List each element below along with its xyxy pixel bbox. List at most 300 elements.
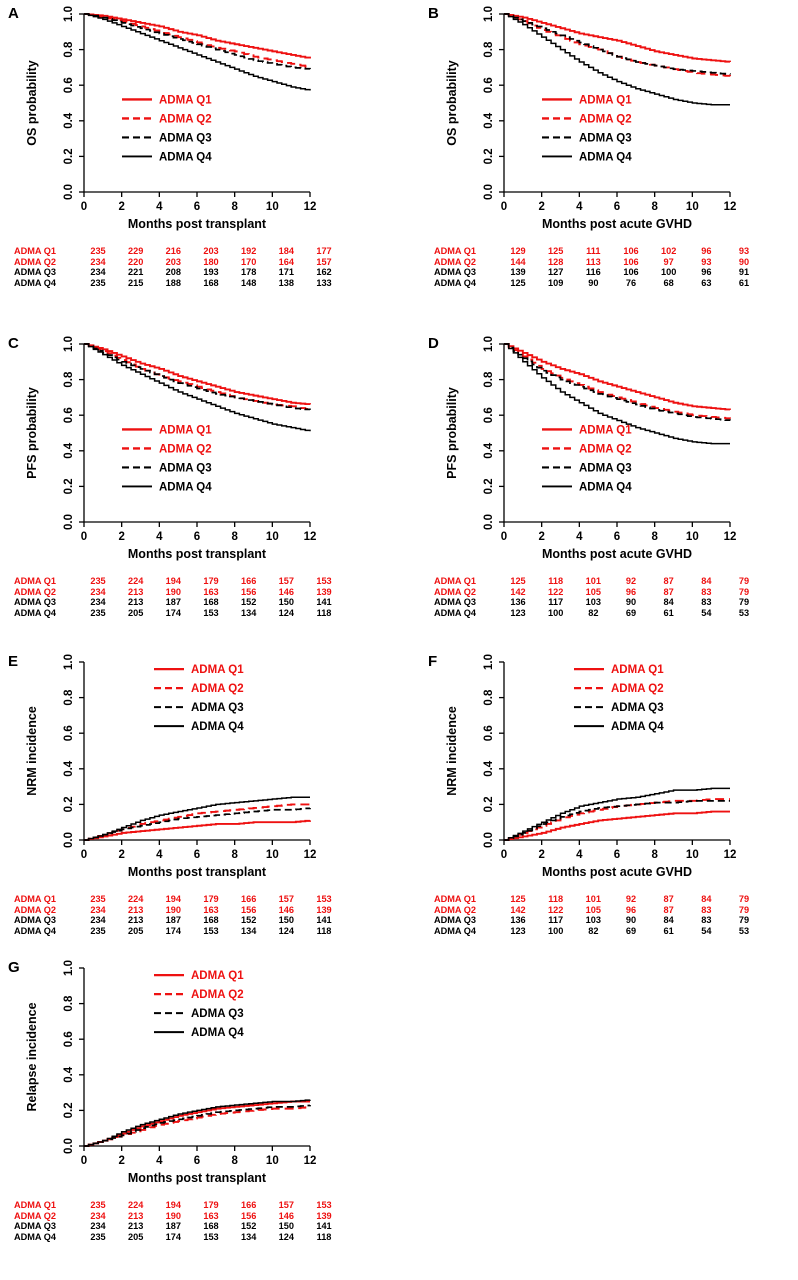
svg-text:1.0: 1.0 bbox=[483, 654, 495, 670]
plot-a bbox=[22, 4, 322, 234]
risk-value: 235 bbox=[90, 277, 106, 288]
risk-value: 187 bbox=[165, 1221, 181, 1231]
svg-text:2: 2 bbox=[538, 201, 545, 213]
svg-text:2: 2 bbox=[118, 849, 125, 861]
legend-label-4: ADMA Q4 bbox=[159, 151, 212, 164]
legend-label-3: ADMA Q3 bbox=[611, 702, 664, 715]
svg-text:0.2: 0.2 bbox=[63, 796, 75, 813]
risk-value: 216 bbox=[165, 246, 181, 256]
risk-value: 178 bbox=[240, 267, 257, 277]
risk-table-row bbox=[14, 904, 332, 916]
svg-text:6: 6 bbox=[193, 1155, 201, 1167]
svg-text:0.8: 0.8 bbox=[63, 41, 75, 58]
risk-value: 125 bbox=[510, 576, 526, 586]
risk-row-label: ADMA Q3 bbox=[434, 597, 477, 607]
legend-label-2: ADMA Q2 bbox=[611, 683, 664, 696]
risk-table-row bbox=[14, 597, 332, 608]
svg-text:12: 12 bbox=[723, 849, 737, 861]
risk-value: 188 bbox=[165, 277, 181, 288]
legend-label-1: ADMA Q1 bbox=[191, 970, 244, 983]
x-axis-label: Months post acute GVHD bbox=[541, 547, 693, 561]
risk-value: 90 bbox=[588, 277, 599, 288]
risk-table-row bbox=[434, 246, 750, 257]
risk-row-label: ADMA Q3 bbox=[434, 915, 477, 925]
svg-text:4: 4 bbox=[156, 531, 163, 543]
risk-value: 134 bbox=[240, 1231, 257, 1242]
svg-text:2: 2 bbox=[538, 849, 545, 861]
svg-text:6: 6 bbox=[613, 531, 621, 543]
svg-text:0.0: 0.0 bbox=[63, 184, 75, 200]
svg-text:0.6: 0.6 bbox=[63, 725, 75, 742]
risk-value: 179 bbox=[203, 894, 219, 904]
risk-value: 79 bbox=[738, 597, 750, 607]
risk-value: 105 bbox=[585, 904, 601, 915]
risk-value: 109 bbox=[547, 277, 564, 288]
legend-label-1: ADMA Q1 bbox=[611, 664, 664, 677]
risk-value: 174 bbox=[165, 1231, 181, 1242]
svg-text:12: 12 bbox=[303, 201, 317, 213]
risk-value: 91 bbox=[738, 267, 750, 277]
risk-row-label: ADMA Q4 bbox=[14, 277, 57, 288]
risk-row-label: ADMA Q1 bbox=[434, 576, 477, 586]
risk-value: 113 bbox=[585, 256, 601, 267]
risk-value: 142 bbox=[510, 904, 526, 915]
svg-text:12: 12 bbox=[303, 849, 317, 861]
x-axis-label: Months post acute GVHD bbox=[541, 217, 693, 231]
risk-row-label: ADMA Q1 bbox=[14, 1200, 57, 1210]
risk-value: 90 bbox=[625, 915, 637, 925]
risk-value: 203 bbox=[203, 246, 219, 256]
svg-text:0: 0 bbox=[80, 849, 88, 861]
risk-row-label: ADMA Q3 bbox=[14, 597, 57, 607]
risk-value: 83 bbox=[701, 915, 712, 925]
risk-value: 87 bbox=[663, 576, 674, 586]
svg-text:0: 0 bbox=[80, 1155, 88, 1167]
risk-row-label: ADMA Q1 bbox=[14, 246, 57, 256]
risk-value: 153 bbox=[203, 607, 219, 618]
risk-value: 153 bbox=[316, 576, 332, 586]
series-line-2 bbox=[84, 14, 310, 67]
svg-text:0.0: 0.0 bbox=[483, 832, 495, 848]
risk-table-row bbox=[14, 894, 332, 905]
risk-row-label: ADMA Q4 bbox=[14, 1231, 57, 1242]
svg-text:1.0: 1.0 bbox=[63, 960, 75, 976]
risk-value: 141 bbox=[316, 1221, 332, 1231]
plot-f bbox=[442, 652, 742, 882]
svg-text:12: 12 bbox=[723, 201, 737, 213]
risk-value: 118 bbox=[548, 894, 564, 904]
risk-value: 171 bbox=[278, 267, 294, 277]
risk-value: 163 bbox=[203, 1210, 219, 1221]
risk-value: 235 bbox=[90, 607, 106, 618]
risk-table-row bbox=[434, 267, 750, 278]
panel-letter: D bbox=[428, 335, 439, 352]
risk-table-row bbox=[434, 894, 750, 905]
risk-value: 164 bbox=[278, 256, 294, 267]
svg-text:10: 10 bbox=[265, 849, 279, 861]
risk-value: 144 bbox=[510, 256, 526, 267]
risk-value: 138 bbox=[278, 277, 294, 288]
risk-value: 61 bbox=[663, 925, 674, 936]
risk-row-label: ADMA Q2 bbox=[14, 904, 57, 915]
risk-value: 111 bbox=[586, 246, 601, 256]
legend-label-3: ADMA Q3 bbox=[191, 702, 244, 715]
svg-text:0.4: 0.4 bbox=[63, 760, 75, 777]
legend-label-3: ADMA Q3 bbox=[579, 462, 632, 475]
svg-text:1.0: 1.0 bbox=[63, 654, 75, 670]
svg-text:2: 2 bbox=[118, 531, 125, 543]
svg-text:0.6: 0.6 bbox=[483, 725, 495, 742]
risk-value: 213 bbox=[127, 586, 144, 597]
risk-row-label: ADMA Q4 bbox=[434, 607, 477, 618]
risk-value: 152 bbox=[240, 597, 257, 607]
risk-value: 156 bbox=[240, 1210, 257, 1221]
svg-text:8: 8 bbox=[231, 1155, 238, 1167]
risk-value: 105 bbox=[585, 586, 601, 597]
risk-value: 157 bbox=[278, 576, 294, 586]
svg-text:0.2: 0.2 bbox=[483, 478, 495, 495]
svg-text:1.0: 1.0 bbox=[63, 6, 75, 22]
risk-value: 84 bbox=[663, 597, 674, 607]
risk-value: 79 bbox=[738, 894, 750, 904]
risk-value: 79 bbox=[738, 904, 750, 915]
svg-text:0.6: 0.6 bbox=[63, 1031, 75, 1048]
risk-value: 92 bbox=[625, 894, 637, 904]
risk-value: 82 bbox=[588, 925, 599, 936]
risk-value: 184 bbox=[278, 246, 294, 256]
risk-table-row bbox=[14, 1221, 332, 1232]
svg-text:4: 4 bbox=[156, 1155, 163, 1167]
risk-value: 235 bbox=[90, 576, 106, 586]
svg-text:0.2: 0.2 bbox=[63, 1102, 75, 1119]
plot-b bbox=[442, 4, 742, 234]
svg-text:0.8: 0.8 bbox=[63, 689, 75, 706]
risk-value: 156 bbox=[240, 904, 257, 915]
risk-table-row bbox=[434, 915, 750, 926]
risk-table-row bbox=[14, 277, 332, 289]
risk-value: 194 bbox=[165, 576, 181, 586]
risk-value: 106 bbox=[623, 256, 639, 267]
risk-value: 190 bbox=[165, 586, 181, 597]
risk-value: 141 bbox=[316, 915, 332, 925]
risk-value: 87 bbox=[663, 894, 674, 904]
risk-value: 83 bbox=[701, 586, 712, 597]
risk-value: 190 bbox=[165, 1210, 181, 1221]
risk-table-row bbox=[14, 1231, 332, 1243]
svg-text:0.8: 0.8 bbox=[63, 995, 75, 1012]
legend-label-2: ADMA Q2 bbox=[191, 989, 244, 1002]
svg-text:0.0: 0.0 bbox=[483, 184, 495, 200]
risk-value: 97 bbox=[663, 256, 674, 267]
risk-row-label: ADMA Q1 bbox=[434, 894, 477, 904]
risk-value: 150 bbox=[278, 597, 294, 607]
risk-value: 83 bbox=[701, 597, 712, 607]
svg-text:0.0: 0.0 bbox=[63, 832, 75, 848]
svg-text:4: 4 bbox=[576, 201, 583, 213]
risk-row-label: ADMA Q2 bbox=[14, 1210, 57, 1221]
risk-value: 103 bbox=[585, 597, 601, 607]
legend-label-2: ADMA Q2 bbox=[579, 443, 632, 456]
risk-value: 83 bbox=[701, 904, 712, 915]
risk-value: 150 bbox=[278, 1221, 294, 1231]
risk-table-row bbox=[14, 256, 332, 268]
svg-text:0.8: 0.8 bbox=[483, 41, 495, 58]
risk-table bbox=[434, 246, 750, 288]
risk-value: 235 bbox=[90, 894, 106, 904]
risk-value: 139 bbox=[316, 904, 332, 915]
svg-text:4: 4 bbox=[156, 849, 163, 861]
risk-value: 213 bbox=[127, 1210, 144, 1221]
risk-value: 68 bbox=[663, 277, 674, 288]
risk-value: 235 bbox=[90, 925, 106, 936]
risk-value: 194 bbox=[165, 1200, 181, 1210]
risk-row-label: ADMA Q3 bbox=[434, 267, 477, 277]
risk-table-row bbox=[434, 256, 750, 268]
risk-row-label: ADMA Q3 bbox=[14, 1221, 57, 1231]
svg-text:0.6: 0.6 bbox=[483, 77, 495, 94]
svg-text:8: 8 bbox=[651, 531, 658, 543]
legend-label-1: ADMA Q1 bbox=[159, 94, 212, 107]
risk-value: 61 bbox=[738, 277, 750, 288]
svg-text:6: 6 bbox=[193, 849, 201, 861]
y-axis-label: NRM incidence bbox=[25, 706, 39, 796]
svg-text:8: 8 bbox=[231, 531, 238, 543]
svg-text:2: 2 bbox=[118, 201, 125, 213]
risk-row-label: ADMA Q4 bbox=[434, 277, 477, 288]
y-axis-label: PFS probability bbox=[445, 387, 459, 479]
risk-value: 117 bbox=[548, 597, 564, 607]
risk-value: 106 bbox=[623, 246, 639, 256]
legend-label-4: ADMA Q4 bbox=[579, 481, 632, 494]
series-line-3 bbox=[504, 14, 730, 75]
risk-value: 146 bbox=[278, 1210, 294, 1221]
risk-value: 139 bbox=[510, 267, 526, 277]
risk-value: 118 bbox=[316, 1231, 332, 1242]
risk-value: 148 bbox=[240, 277, 257, 288]
legend-label-3: ADMA Q3 bbox=[159, 132, 212, 145]
plot-c bbox=[22, 334, 322, 564]
risk-value: 101 bbox=[585, 894, 601, 904]
risk-value: 102 bbox=[660, 246, 677, 256]
svg-text:0: 0 bbox=[80, 201, 88, 213]
panel-letter: B bbox=[428, 5, 439, 22]
risk-table-row bbox=[434, 925, 750, 937]
risk-value: 174 bbox=[165, 925, 181, 936]
y-axis-label: OS probability bbox=[25, 60, 39, 146]
risk-value: 133 bbox=[316, 277, 332, 288]
risk-value: 125 bbox=[510, 894, 526, 904]
risk-value: 205 bbox=[127, 607, 144, 618]
risk-value: 213 bbox=[127, 1221, 144, 1231]
risk-table-row bbox=[14, 576, 332, 587]
svg-text:0.4: 0.4 bbox=[483, 112, 495, 129]
series-line-3 bbox=[504, 344, 730, 421]
risk-value: 100 bbox=[547, 925, 564, 936]
risk-value: 139 bbox=[316, 586, 332, 597]
risk-value: 134 bbox=[240, 925, 257, 936]
risk-table-row bbox=[14, 925, 332, 937]
risk-value: 157 bbox=[316, 256, 332, 267]
risk-value: 124 bbox=[278, 607, 294, 618]
svg-text:8: 8 bbox=[651, 849, 658, 861]
legend-label-3: ADMA Q3 bbox=[191, 1008, 244, 1021]
risk-value: 179 bbox=[203, 576, 219, 586]
legend-label-4: ADMA Q4 bbox=[191, 721, 244, 734]
risk-value: 125 bbox=[547, 246, 564, 256]
legend-label-4: ADMA Q4 bbox=[611, 721, 664, 734]
risk-value: 187 bbox=[165, 597, 181, 607]
risk-value: 96 bbox=[625, 904, 637, 915]
svg-text:12: 12 bbox=[303, 1155, 317, 1167]
risk-value: 224 bbox=[127, 1200, 144, 1210]
risk-value: 123 bbox=[510, 607, 526, 618]
risk-value: 229 bbox=[127, 246, 144, 256]
risk-value: 150 bbox=[278, 915, 294, 925]
risk-value: 163 bbox=[203, 586, 219, 597]
legend-label-3: ADMA Q3 bbox=[579, 132, 632, 145]
risk-value: 157 bbox=[278, 1200, 294, 1210]
risk-value: 116 bbox=[585, 267, 601, 277]
risk-value: 103 bbox=[585, 915, 601, 925]
risk-value: 163 bbox=[203, 904, 219, 915]
risk-value: 84 bbox=[701, 894, 712, 904]
risk-value: 203 bbox=[165, 256, 181, 267]
svg-text:10: 10 bbox=[265, 531, 279, 543]
risk-value: 139 bbox=[316, 1210, 332, 1221]
risk-value: 235 bbox=[90, 1231, 106, 1242]
svg-text:10: 10 bbox=[265, 201, 279, 213]
risk-table bbox=[14, 894, 332, 936]
svg-text:0.8: 0.8 bbox=[483, 371, 495, 388]
risk-value: 53 bbox=[738, 925, 750, 936]
risk-value: 234 bbox=[90, 597, 106, 607]
risk-value: 234 bbox=[90, 267, 106, 277]
risk-value: 122 bbox=[547, 904, 564, 915]
risk-table-row bbox=[434, 904, 750, 916]
svg-text:6: 6 bbox=[613, 201, 621, 213]
risk-value: 205 bbox=[127, 1231, 144, 1242]
svg-text:0.2: 0.2 bbox=[63, 478, 75, 495]
svg-text:2: 2 bbox=[118, 1155, 125, 1167]
risk-value: 156 bbox=[240, 586, 257, 597]
svg-text:0.4: 0.4 bbox=[63, 1066, 75, 1083]
panel-letter: F bbox=[428, 653, 438, 670]
legend-label-4: ADMA Q4 bbox=[191, 1027, 244, 1040]
risk-value: 224 bbox=[127, 576, 144, 586]
risk-value: 90 bbox=[625, 597, 637, 607]
legend-label-2: ADMA Q2 bbox=[159, 443, 212, 456]
risk-value: 152 bbox=[240, 1221, 257, 1231]
risk-value: 153 bbox=[316, 894, 332, 904]
plot-g bbox=[22, 958, 322, 1188]
risk-value: 157 bbox=[278, 894, 294, 904]
panel-letter: E bbox=[8, 653, 19, 670]
risk-table-row bbox=[14, 1200, 332, 1211]
risk-row-label: ADMA Q2 bbox=[14, 256, 57, 267]
risk-value: 123 bbox=[510, 925, 526, 936]
risk-table-row bbox=[434, 277, 750, 289]
svg-text:6: 6 bbox=[193, 201, 201, 213]
svg-text:0.4: 0.4 bbox=[63, 112, 75, 129]
legend-label-4: ADMA Q4 bbox=[579, 151, 632, 164]
risk-value: 234 bbox=[90, 586, 106, 597]
risk-value: 146 bbox=[278, 904, 294, 915]
svg-text:0.2: 0.2 bbox=[63, 148, 75, 165]
risk-value: 153 bbox=[203, 1231, 219, 1242]
svg-text:2: 2 bbox=[538, 531, 545, 543]
risk-table bbox=[14, 246, 332, 288]
risk-value: 192 bbox=[240, 246, 257, 256]
risk-value: 82 bbox=[588, 607, 599, 618]
svg-text:12: 12 bbox=[303, 531, 317, 543]
risk-value: 174 bbox=[165, 607, 181, 618]
risk-value: 235 bbox=[90, 1200, 106, 1210]
panel-letter: A bbox=[8, 5, 19, 22]
risk-value: 213 bbox=[127, 597, 144, 607]
x-axis-label: Months post transplant bbox=[127, 217, 267, 231]
risk-table bbox=[14, 576, 332, 618]
svg-text:10: 10 bbox=[685, 531, 699, 543]
risk-table-row bbox=[14, 246, 332, 257]
risk-value: 142 bbox=[510, 586, 526, 597]
risk-value: 61 bbox=[663, 607, 674, 618]
legend-label-3: ADMA Q3 bbox=[159, 462, 212, 475]
risk-table-row bbox=[434, 576, 750, 587]
risk-value: 93 bbox=[701, 256, 712, 267]
risk-value: 124 bbox=[278, 925, 294, 936]
risk-table bbox=[434, 894, 750, 936]
risk-value: 234 bbox=[90, 1210, 106, 1221]
svg-text:0.8: 0.8 bbox=[63, 371, 75, 388]
risk-value: 106 bbox=[623, 267, 639, 277]
risk-table-row bbox=[14, 607, 332, 619]
risk-value: 166 bbox=[240, 576, 257, 586]
svg-text:0: 0 bbox=[80, 531, 88, 543]
risk-value: 76 bbox=[625, 277, 637, 288]
risk-value: 208 bbox=[165, 267, 181, 277]
svg-text:0.8: 0.8 bbox=[483, 689, 495, 706]
risk-value: 79 bbox=[738, 576, 750, 586]
risk-value: 190 bbox=[165, 904, 181, 915]
risk-value: 87 bbox=[663, 586, 674, 597]
risk-value: 87 bbox=[663, 904, 674, 915]
risk-value: 79 bbox=[738, 915, 750, 925]
svg-text:10: 10 bbox=[265, 1155, 279, 1167]
risk-row-label: ADMA Q4 bbox=[14, 925, 57, 936]
risk-value: 100 bbox=[660, 267, 677, 277]
risk-table-row bbox=[434, 607, 750, 619]
svg-text:0.6: 0.6 bbox=[63, 407, 75, 424]
risk-value: 54 bbox=[701, 607, 712, 618]
series-line-1 bbox=[504, 14, 730, 62]
risk-table bbox=[434, 576, 750, 618]
risk-value: 179 bbox=[203, 1200, 219, 1210]
plot-d bbox=[442, 334, 742, 564]
svg-text:0.0: 0.0 bbox=[63, 1138, 75, 1154]
svg-text:0: 0 bbox=[500, 849, 508, 861]
risk-value: 234 bbox=[90, 1221, 106, 1231]
risk-value: 136 bbox=[510, 597, 526, 607]
risk-value: 93 bbox=[738, 246, 750, 256]
svg-text:0.2: 0.2 bbox=[483, 148, 495, 165]
risk-value: 69 bbox=[625, 607, 637, 618]
risk-row-label: ADMA Q1 bbox=[434, 246, 477, 256]
risk-table bbox=[14, 1200, 332, 1242]
svg-text:8: 8 bbox=[651, 201, 658, 213]
risk-value: 168 bbox=[203, 597, 219, 607]
risk-value: 193 bbox=[203, 267, 219, 277]
risk-value: 235 bbox=[90, 246, 106, 256]
